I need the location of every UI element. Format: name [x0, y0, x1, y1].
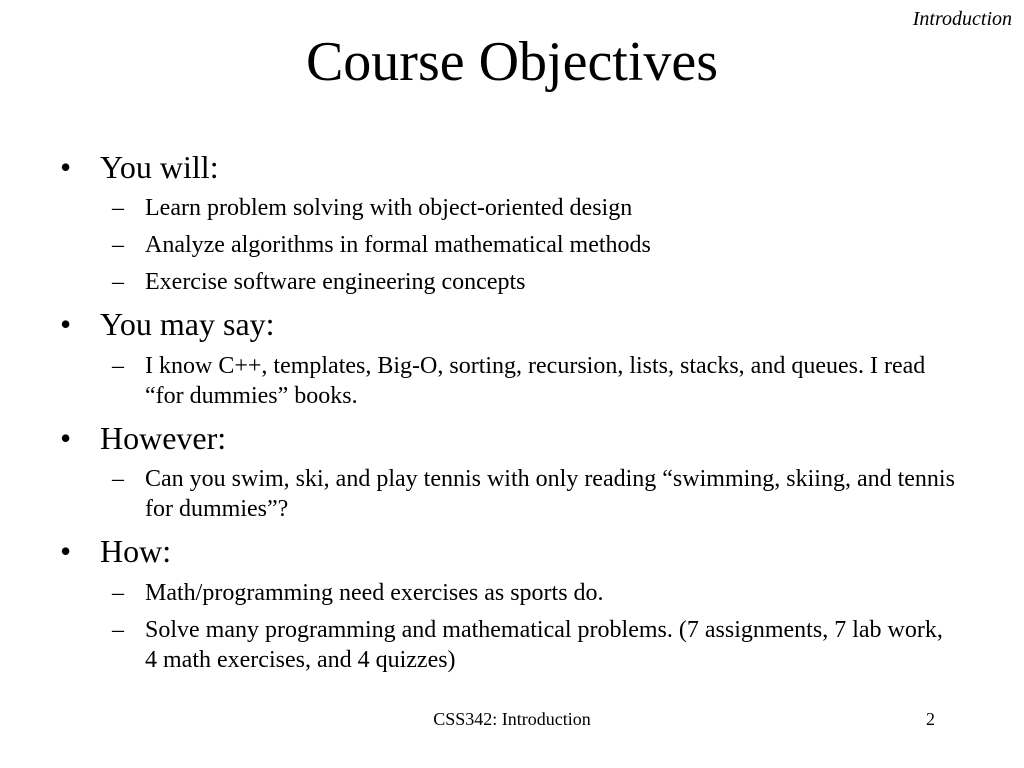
bullet-item: [60, 305, 960, 343]
sub-item-text: Can you swim, ski, and play tennis with only reading “swimming, skiing, and tennis for dummies”?: [145, 466, 955, 523]
bullet-item: [60, 532, 960, 570]
bullet-text: You will:: [100, 149, 219, 185]
sub-item: [60, 578, 960, 608]
sub-item: [60, 615, 960, 675]
dash-icon: –: [112, 616, 124, 643]
bullet-item: [60, 148, 960, 186]
sub-item-text: Learn problem solving with object-oriented design: [145, 195, 633, 222]
slide-content: [60, 148, 960, 675]
bullet-group-how: [60, 532, 960, 674]
bullet-dot-icon: •: [60, 533, 72, 570]
bullet-item: [60, 419, 960, 457]
bullet-group-you-may-say: [60, 305, 960, 410]
sub-item-text: Math/programming need exercises as sports do.: [145, 579, 604, 606]
sub-item-text: Solve many programming and mathematical problems. (7 assignments, 7 lab work, 4 math exercises, and 4 quizzes): [145, 616, 943, 673]
sub-item: [60, 351, 960, 411]
sub-list: [60, 464, 960, 524]
bullet-text: You may say:: [100, 306, 275, 343]
footer-course-label: CSS342: Introduction: [433, 709, 591, 729]
sub-list: [60, 193, 960, 297]
dash-icon: –: [112, 579, 124, 606]
page-number: 2: [926, 709, 935, 729]
section-header-tag: Introduction: [912, 8, 1012, 30]
bullet-dot-icon: •: [60, 306, 72, 343]
sub-item-text: Exercise software engineering concepts: [145, 269, 526, 296]
bullet-text: How:: [100, 533, 172, 570]
dash-icon: –: [112, 195, 124, 222]
sub-item: [60, 230, 960, 260]
sub-item: [60, 267, 960, 297]
bullet-text: However:: [100, 419, 227, 456]
bullet-group-you-will: [60, 148, 960, 297]
slide-title: Course Objectives: [305, 31, 719, 93]
dash-icon: –: [112, 232, 124, 259]
sub-item: [60, 193, 960, 223]
dash-icon: –: [112, 352, 124, 379]
sub-list: [60, 578, 960, 675]
dash-icon: –: [112, 466, 124, 493]
bullet-group-however: [60, 419, 960, 524]
bullet-dot-icon: •: [60, 149, 72, 185]
sub-item-text: I know C++, templates, Big-O, sorting, recursion, lists, stacks, and queues. I read “for dummies” books.: [145, 352, 926, 409]
sub-item-text: Analyze algorithms in formal mathematical methods: [145, 232, 651, 259]
bullet-dot-icon: •: [60, 419, 72, 456]
dash-icon: –: [112, 269, 124, 296]
sub-list: [60, 351, 960, 411]
sub-item: [60, 464, 960, 524]
